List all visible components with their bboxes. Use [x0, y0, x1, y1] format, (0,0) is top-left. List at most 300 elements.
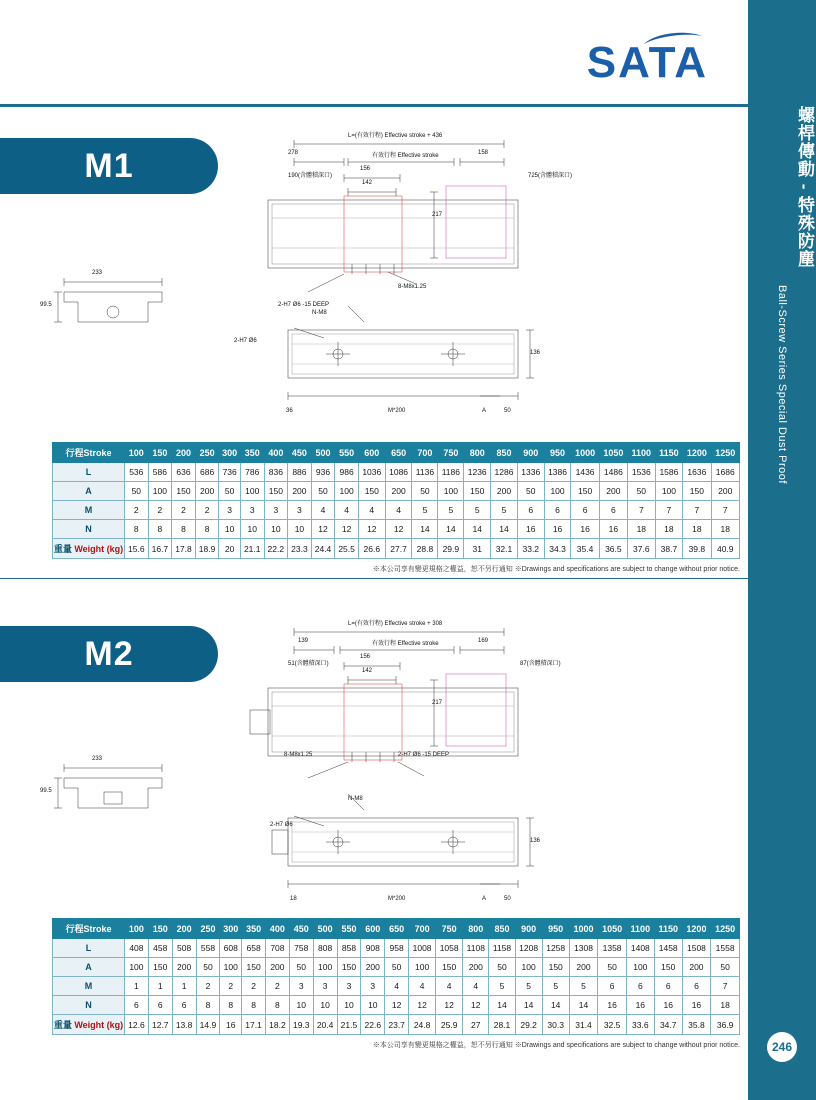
cell: 14 [542, 996, 569, 1015]
cell: 150 [264, 482, 288, 501]
cell: 5 [542, 977, 569, 996]
cell: 7 [655, 501, 683, 520]
elevation-view-m2-svg [268, 780, 738, 910]
dim-pitch-m2: M*200 [388, 896, 406, 902]
table-row-a [53, 482, 740, 501]
cell: 200 [385, 482, 412, 501]
table-row-n [53, 996, 740, 1015]
cell: 908 [361, 939, 385, 958]
cell: 35.4 [571, 539, 599, 559]
header-stroke-450: 450 [288, 443, 312, 463]
cell: 3 [288, 501, 312, 520]
cell: 3 [289, 977, 313, 996]
cell: 40.9 [711, 539, 740, 559]
cell: 16 [598, 996, 627, 1015]
cell: 200 [599, 482, 627, 501]
header-divider [0, 104, 748, 107]
cell: 12.7 [148, 1015, 172, 1035]
header-stroke: 450 [289, 919, 313, 939]
weight-label-cn: 重量 [53, 1020, 72, 1030]
dim-36-m1: 36 [286, 408, 293, 414]
cell: 3 [313, 977, 337, 996]
section-title-m1: M1 [0, 138, 218, 194]
cell: 1686 [711, 463, 740, 482]
cell: 50 [489, 958, 515, 977]
cell: 12 [409, 996, 436, 1015]
cell: 1486 [599, 463, 627, 482]
cell: 200 [682, 958, 711, 977]
header-stroke-750: 750 [438, 443, 464, 463]
header-stroke-1200: 1200 [683, 443, 711, 463]
row-label-n: N [53, 996, 125, 1015]
cell: 408 [125, 939, 149, 958]
cell: 100 [313, 958, 337, 977]
callout-screws-m2: 8-M8x1.25 [284, 752, 313, 758]
cell: 6 [654, 977, 682, 996]
cell: 50 [628, 482, 656, 501]
header-stroke: 350 [242, 919, 266, 939]
header-stroke: 1200 [682, 919, 711, 939]
brand-name: SATA [586, 38, 708, 87]
cell: 15.6 [125, 539, 149, 559]
cell: 24.4 [311, 539, 335, 559]
table-row-l [53, 463, 740, 482]
cell: 18.2 [266, 1015, 290, 1035]
cell: 4 [385, 501, 412, 520]
cell: 100 [220, 958, 242, 977]
section-m1 [0, 112, 748, 573]
cell: 1636 [683, 463, 711, 482]
cell: 6 [626, 977, 654, 996]
dim-left-m1: 278 [288, 150, 299, 156]
header-stroke-400: 400 [264, 443, 288, 463]
cell: 1258 [542, 939, 569, 958]
dim-50-m2: 50 [504, 896, 511, 902]
header-stroke: 500 [313, 919, 337, 939]
cell: 32.5 [598, 1015, 627, 1035]
callout-h7-m2: 2-H7 Ø6 [270, 822, 293, 828]
cell: 1086 [385, 463, 412, 482]
cell: 50 [125, 482, 149, 501]
cell: 24.8 [409, 1015, 436, 1035]
cell: 200 [361, 958, 385, 977]
table-header-row [53, 443, 740, 463]
cell: 18 [683, 520, 711, 539]
cell: 5 [464, 501, 491, 520]
cell: 20 [219, 539, 241, 559]
cell: 2 [195, 501, 219, 520]
cell: 100 [626, 958, 654, 977]
side-view-m2 [52, 758, 232, 828]
callout-screws-m1: 8-M8x1.25 [398, 284, 427, 290]
sata-swoosh-icon [642, 30, 704, 48]
cell: 1358 [598, 939, 627, 958]
cell: 200 [172, 958, 196, 977]
spec-table-wrap-m2 [52, 918, 740, 1035]
header-stroke: 650 [385, 919, 409, 939]
cell: 22.6 [361, 1015, 385, 1035]
cell: 4 [385, 977, 409, 996]
row-label-a: A [53, 958, 125, 977]
cell: 1436 [571, 463, 599, 482]
cell: 636 [172, 463, 196, 482]
cell: 50 [219, 482, 241, 501]
cell: 986 [335, 463, 359, 482]
cell: 7 [628, 501, 656, 520]
cell: 8 [148, 520, 172, 539]
cell: 35.8 [682, 1015, 711, 1035]
cell: 200 [463, 958, 489, 977]
callout-holes-m1: 2-H7 Ø6 -15 DEEP [278, 302, 330, 308]
cell: 16 [220, 1015, 242, 1035]
cell: 4 [311, 501, 335, 520]
dim-mid-label-m2: 有效行程 Effective stroke [372, 641, 439, 647]
cell: 200 [195, 482, 219, 501]
cell: 12.6 [125, 1015, 149, 1035]
cell: 5 [569, 977, 598, 996]
header-stroke: 1250 [711, 919, 740, 939]
cell: 16 [682, 996, 711, 1015]
cell: 100 [544, 482, 571, 501]
cell: 12 [463, 996, 489, 1015]
cell: 38.7 [655, 539, 683, 559]
weight-label-en: Weight (kg) [74, 544, 124, 554]
note-left-m2: 51(含體積深口) [288, 661, 329, 667]
table-row-weight [53, 539, 740, 559]
cell: 21.5 [337, 1015, 361, 1035]
cell: 16 [654, 996, 682, 1015]
cell: 14.9 [196, 1015, 220, 1035]
header-stroke: 700 [409, 919, 436, 939]
cell: 31.4 [569, 1015, 598, 1035]
cell: 1408 [626, 939, 654, 958]
cell: 1336 [517, 463, 544, 482]
note-right-m2: 87(含體積深口) [520, 661, 561, 667]
cell: 5 [438, 501, 464, 520]
cell: 1458 [654, 939, 682, 958]
cell: 5 [491, 501, 518, 520]
cell: 150 [358, 482, 385, 501]
note-left-m1: 190(含體積深口) [288, 173, 333, 179]
spec-table-m2 [52, 918, 740, 1035]
cell: 27.7 [385, 539, 412, 559]
cell: 7 [711, 501, 740, 520]
cell: 34.3 [544, 539, 571, 559]
dim-left-m2: 139 [298, 638, 309, 644]
header-stroke: 850 [489, 919, 515, 939]
header-stroke: 750 [436, 919, 463, 939]
callout-nm8-m2: N-M8 [348, 796, 363, 802]
header-stroke: 950 [542, 919, 569, 939]
cell: 5 [489, 977, 515, 996]
row-label-a: A [53, 482, 125, 501]
cell: 19.3 [289, 1015, 313, 1035]
header-stroke: 1150 [654, 919, 682, 939]
header-stroke: 600 [361, 919, 385, 939]
cell: 16 [544, 520, 571, 539]
cell: 28.1 [489, 1015, 515, 1035]
cell: 100 [515, 958, 542, 977]
cell: 200 [711, 482, 740, 501]
cell: 100 [125, 958, 149, 977]
dim-217-m2: 217 [432, 700, 443, 706]
brand-logo [587, 38, 708, 88]
cell: 4 [463, 977, 489, 996]
cell: 936 [311, 463, 335, 482]
cell: 14 [464, 520, 491, 539]
elevation-view-m2 [268, 780, 738, 910]
cell: 8 [125, 520, 149, 539]
cell: 21.1 [240, 539, 264, 559]
cell: 8 [266, 996, 290, 1015]
cell: 1236 [464, 463, 491, 482]
cell: 8 [220, 996, 242, 1015]
dim-142-m2: 142 [362, 668, 373, 674]
dim-156-m1: 156 [360, 166, 371, 172]
row-label-weight [53, 539, 125, 559]
section-title-m2: M2 [0, 626, 218, 682]
cell: 1208 [515, 939, 542, 958]
cell: 10 [361, 996, 385, 1015]
cell: 658 [242, 939, 266, 958]
cell: 7 [711, 977, 740, 996]
dim-156-m2: 156 [360, 654, 371, 660]
dim-side-width-m1: 233 [92, 270, 103, 276]
cell: 150 [242, 958, 266, 977]
table-row-n [53, 520, 740, 539]
dim-18-m2: 18 [290, 896, 297, 902]
dim-142-m1: 142 [362, 180, 373, 186]
cell: 29.2 [515, 1015, 542, 1035]
cell: 2 [196, 977, 220, 996]
cell: 8 [196, 996, 220, 1015]
cell: 808 [313, 939, 337, 958]
cell: 8 [172, 520, 196, 539]
cell: 10 [219, 520, 241, 539]
cell: 100 [409, 958, 436, 977]
cell: 4 [436, 977, 463, 996]
cell: 6 [172, 996, 196, 1015]
cell: 3 [337, 977, 361, 996]
header-stroke-1000: 1000 [571, 443, 599, 463]
cell: 10 [288, 520, 312, 539]
cell: 50 [412, 482, 438, 501]
table-row-a [53, 958, 740, 977]
cell: 10 [264, 520, 288, 539]
header-stroke-850: 850 [491, 443, 518, 463]
header-stroke-550: 550 [335, 443, 359, 463]
cell: 36.9 [711, 1015, 740, 1035]
cell: 14 [489, 996, 515, 1015]
cell: 12 [436, 996, 463, 1015]
cell: 1136 [412, 463, 438, 482]
cell: 18.9 [195, 539, 219, 559]
side-view-m1 [52, 272, 232, 342]
cell: 2 [220, 977, 242, 996]
cell: 28.8 [412, 539, 438, 559]
cell: 6 [125, 996, 149, 1015]
dim-side-width-m2: 233 [92, 756, 103, 762]
cell: 39.8 [683, 539, 711, 559]
cell: 3 [361, 977, 385, 996]
header-stroke: 1100 [626, 919, 654, 939]
row-label-m: M [53, 977, 125, 996]
cell: 10 [240, 520, 264, 539]
cell: 12 [311, 520, 335, 539]
section-divider [0, 578, 748, 579]
dim-side-height-m2: 99.5 [40, 788, 52, 794]
cell: 6 [517, 501, 544, 520]
table-row-weight [53, 1015, 740, 1035]
dim-right-m1: 158 [478, 150, 489, 156]
cell: 10 [313, 996, 337, 1015]
header-stroke-200: 200 [172, 443, 196, 463]
dim-136-m2: 136 [530, 838, 541, 844]
dim-a-m2: A [482, 896, 487, 902]
table-row-l [53, 939, 740, 958]
cell: 1186 [438, 463, 464, 482]
header-stroke-900: 900 [517, 443, 544, 463]
cell: 3 [240, 501, 264, 520]
dim-right-m2: 169 [478, 638, 489, 644]
page-number: 246 [767, 1032, 797, 1062]
cell: 100 [240, 482, 264, 501]
cell: 6 [148, 996, 172, 1015]
cell: 12 [358, 520, 385, 539]
header-stroke-150: 150 [148, 443, 172, 463]
row-label-weight [53, 1015, 125, 1035]
header-stroke: 1000 [569, 919, 598, 939]
cell: 786 [240, 463, 264, 482]
cell: 2 [125, 501, 149, 520]
cell: 7 [683, 501, 711, 520]
side-view-m1-svg [52, 272, 232, 342]
header-stroke-100: 100 [125, 443, 149, 463]
cell: 708 [266, 939, 290, 958]
sidebar-title-cn: 螺桿傳動 - 特殊防塵 [795, 106, 814, 269]
cell: 14 [412, 520, 438, 539]
cell: 17.1 [242, 1015, 266, 1035]
cell: 25.5 [335, 539, 359, 559]
cell: 16.7 [148, 539, 172, 559]
table-header-row [53, 919, 740, 939]
cell: 32.1 [491, 539, 518, 559]
callout-nm8-m1: N-M8 [312, 310, 327, 316]
cell: 30.3 [542, 1015, 569, 1035]
row-label-m: M [53, 501, 125, 520]
header-stroke: 400 [266, 919, 290, 939]
cell: 100 [438, 482, 464, 501]
cell: 3 [219, 501, 241, 520]
cell: 50 [196, 958, 220, 977]
dim-136-m1: 136 [530, 350, 541, 356]
cell: 50 [517, 482, 544, 501]
cell: 34.7 [654, 1015, 682, 1035]
callout-holes-m2: 2-H7 Ø6 -15 DEEP [398, 752, 450, 758]
cell: 150 [172, 482, 196, 501]
cell: 50 [311, 482, 335, 501]
cell: 10 [337, 996, 361, 1015]
cell: 458 [148, 939, 172, 958]
cell: 150 [464, 482, 491, 501]
header-stroke: 150 [148, 919, 172, 939]
elevation-view-m1-svg [268, 292, 738, 422]
dim-217-m1: 217 [432, 212, 443, 218]
header-stroke-650: 650 [385, 443, 412, 463]
cell: 27 [463, 1015, 489, 1035]
cell: 20.4 [313, 1015, 337, 1035]
cell: 50 [711, 958, 740, 977]
spec-table-wrap-m1 [52, 442, 740, 559]
cell: 200 [569, 958, 598, 977]
cell: 1586 [655, 463, 683, 482]
note-right-m1: 725(含體積深口) [528, 173, 573, 179]
cell: 12 [385, 520, 412, 539]
header-stroke: 250 [196, 919, 220, 939]
cell: 200 [266, 958, 290, 977]
cell: 6 [599, 501, 627, 520]
header-stroke: 300 [220, 919, 242, 939]
header-stroke-700: 700 [412, 443, 438, 463]
cell: 100 [148, 482, 172, 501]
cell: 17.8 [172, 539, 196, 559]
header-stroke: 1050 [598, 919, 627, 939]
cell: 2 [242, 977, 266, 996]
cell: 1 [172, 977, 196, 996]
cell: 29.9 [438, 539, 464, 559]
cell: 200 [491, 482, 518, 501]
dim-overall-m1: L=(有效行程) Effective stroke + 436 [348, 133, 443, 139]
cell: 150 [571, 482, 599, 501]
cell: 14 [438, 520, 464, 539]
cell: 16 [517, 520, 544, 539]
dim-overall-m2: L=(有效行程) Effective stroke + 308 [348, 621, 443, 627]
header-stroke-800: 800 [464, 443, 491, 463]
cell: 100 [655, 482, 683, 501]
cell: 1036 [358, 463, 385, 482]
cell: 1558 [711, 939, 740, 958]
cell: 16 [599, 520, 627, 539]
header-stroke-300: 300 [219, 443, 241, 463]
cell: 33.6 [626, 1015, 654, 1035]
cell: 4 [409, 977, 436, 996]
section-m2 [0, 600, 748, 1049]
cell: 16 [571, 520, 599, 539]
cell: 686 [195, 463, 219, 482]
cell: 150 [148, 958, 172, 977]
dim-mid-label-m1: 有效行程 Effective stroke [372, 153, 439, 159]
cell: 958 [385, 939, 409, 958]
header-stroke-m2: 行程Stroke [53, 919, 125, 939]
cell: 14 [569, 996, 598, 1015]
header-stroke-1100: 1100 [628, 443, 656, 463]
cell: 1108 [463, 939, 489, 958]
cell: 608 [220, 939, 242, 958]
cell: 150 [542, 958, 569, 977]
cell: 1008 [409, 939, 436, 958]
header-stroke-m1: 行程Stroke [53, 443, 125, 463]
header-stroke-500: 500 [311, 443, 335, 463]
cell: 36.5 [599, 539, 627, 559]
cell: 100 [335, 482, 359, 501]
cell: 18 [711, 996, 740, 1015]
header-stroke: 200 [172, 919, 196, 939]
cell: 23.3 [288, 539, 312, 559]
cell: 586 [148, 463, 172, 482]
cell: 150 [654, 958, 682, 977]
cell: 200 [288, 482, 312, 501]
cell: 1286 [491, 463, 518, 482]
